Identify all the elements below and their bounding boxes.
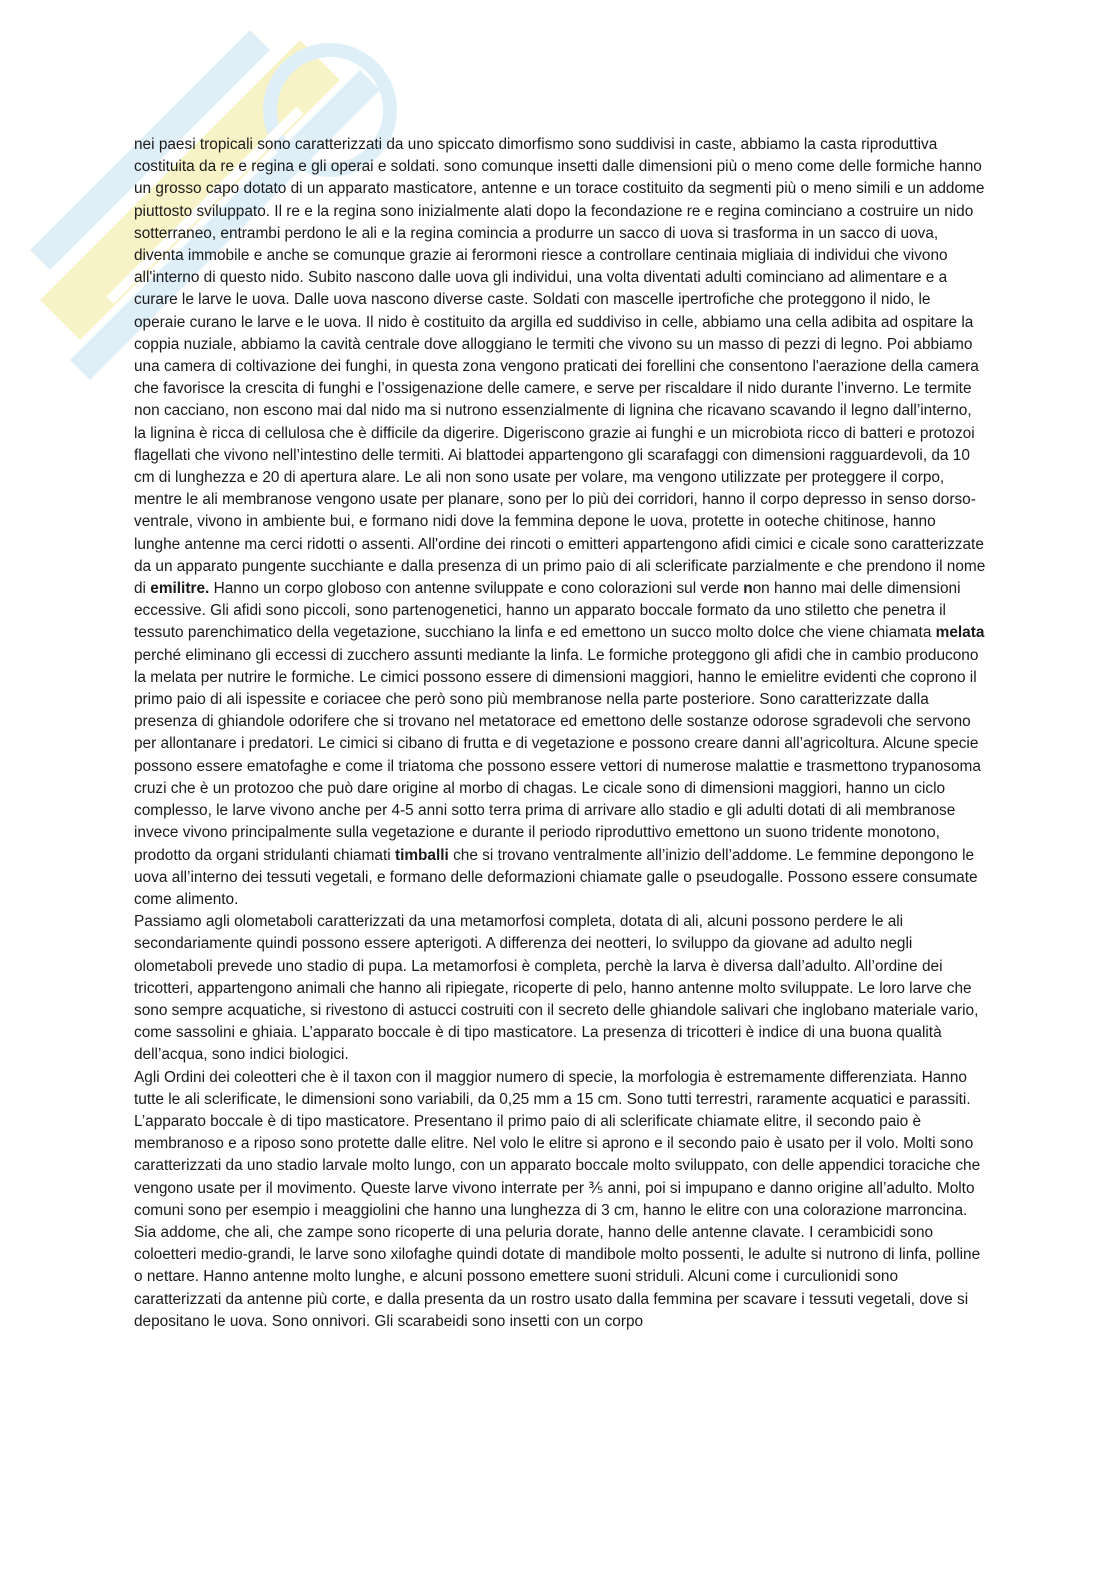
text-run: che si trovano ventralmente all’inizio dell’addome. Le femmine depongono le uova all’interno dei tessuti vegetali, e formano delle deformazioni chiamate galle o pseudogalle. Possono essere consumate come alimento. — [134, 846, 978, 908]
text-run: perché eliminano gli eccessi di zucchero assunti mediante la linfa. Le formiche proteggono gli afidi che in cambio producono la melata per nutrire le formiche. Le cimici possono essere di dimensioni maggiori, hanno le emielitre evidenti che coprono il primo paio di ali ispessite e coriacee che però sono più membranose nella parte posteriore. Sono caratterizzate dalla presenza di ghiandole odorifere che si trovano nel metatorace ed emettono delle sostanze odorose sgradevoli che servono per allontanare i predatori. Le cimici si cibano di frutta e di vegetazione e possono creare danni all’agricoltura. Alcune specie possono essere ematofaghe e come il triatoma che possono essere vettori di numerose malattie e trasmettono trypanosoma cruzi che è un protozoo che può dare origine al morbo di chagas. Le cicale sono di dimensioni maggiori, hanno un ciclo complesso, le larve vivono anche per 4-5 anni sotto terra prima di arrivare allo stadio e gli adulti dotati di ali membranose invece vivono principalmente sulla vegetazione e durante il periodo riproduttivo emettono un suono tridente monotono, prodotto da organi stridulanti chiamati — [134, 646, 981, 864]
text-run: nei paesi tropicali sono caratterizzati da uno spiccato dimorfismo sono suddivisi in caste, abbiamo la casta riproduttiva costituita da re e regina e gli operai e soldati. sono comunque insetti dalle dimensioni più o meno come delle formiche hanno un grosso capo dotato di un apparato masticatore, antenne e un torace costituito da segmenti più o meno simili e un addome piuttosto sviluppato. Il re e la regina sono inizialmente alati dopo la fecondazione re e regina cominciano a costruire un nido sotterraneo, entrambi perdono le ali e la regina comincia a produrre un sacco di uova si trasforma in un sacco di uova, diventa immobile e anche se comunque grazie ai ferormoni riesce a controllare centinaia migliaia di individui che vivono all'interno di questo nido. Subito nascono dalle uova gli individui, una volta diventati adulti cominciano ad alimentare e a curare le larve le uova. Dalle uova nascono diverse caste. Soldati con mascelle ipertrofiche che proteggono il nido, le operaie curano le larve e le uova. Il nido è costituito da argilla ed suddiviso in celle, abbiamo una cella adibita ad ospitare la coppia nuziale, abbiamo la cavità centrale dove alloggiano le termiti che vivono su un masso di pezzi di legno. Poi abbiamo una camera di coltivazione dei funghi, in questa zona vengono praticati dei forellini che consentono l'aerazione della camera che favorisce la crescita di funghi e l’ossigenazione delle camere, e serve per riscaldare il nido durante l’inverno. Le termite non cacciano, non escono mai dal nido ma si nutrono essenzialmente di lignina che ricavano scavando il legno dall’interno, la lignina è ricca di cellulosa che è difficile da digerire. Digeriscono grazie ai funghi e un microbiota ricco di batteri e protozoi flagellati che vivono nell’intestino delle termiti. Ai blattodei appartengono gli scarafaggi con dimensioni ragguardevoli, da 10 cm di lunghezza e 20 di apertura alare. Le ali non sono usate per volare, ma vengono utilizzate per proteggere il corpo, mentre le ali membranose vengono usate per planare, sono per lo più dei corridori, hanno il corpo depresso in senso dorso-ventrale, vivono in ambiente bui, e formano nidi dove la femmina depone le uova, protette in ooteche chitinose, hanno lunghe antenne ma cerci ridotti o assenti. All'ordine dei rincoti o emitteri appartengono afidi cimici e cicale sono caratterizzate da un apparato pungente succhiante e dalla presenza di un primo paio di ali sclerificate parzialmente e che prendono il nome di — [134, 136, 986, 598]
bold-term: timballi — [394, 846, 449, 864]
bold-term: n — [743, 580, 753, 598]
paragraph-2 — [134, 911, 986, 1066]
text-run: on hanno mai delle dimensioni eccessive. Gli afidi sono piccoli, sono partenogenetici, hanno un apparato boccale formato da uno stiletto che penetra il tessuto parenchimatico della vegetazione, succhiano la linfa e ed emettono un succo molto dolce che viene chiamata — [134, 580, 961, 642]
bold-term: melata — [935, 624, 985, 642]
text-run: Agli Ordini dei coleotteri che è il taxon con il maggior numero di specie, la morfologia è estremamente differenziata. Hanno tutte le ali sclerificate, le dimensioni sono variabili, da 0,25 mm a 15 cm. Sono tutti terrestri, raramente acquatici e parassiti. L’apparato boccale è di tipo masticatore. Presentano il primo paio di ali sclerificate chiamate elitre, il secondo paio è membranoso e a riposo sono protette dalle elitre. Nel volo le elitre si aprono e il secondo paio è usato per il volo. Molti sono caratterizzati da uno stadio larvale molto lungo, con un apparato boccale molto sviluppato, con delle appendici toraciche che vengono usate per il movimento. Queste larve vivono interrate per ⅗ anni, poi si impupano e danno origine all’adulto. Molto comuni sono per esempio i meaggiolini che hanno una lunghezza di 3 cm, hanno le elitre con una colorazione marroncina. Sia addome, che ali, che zampe sono ricoperte di una peluria dorate, hanno delle antenne clavate. I cerambicidi sono coloetteri medio-grandi, le larve sono xilofaghe quindi dotate di mandibole molto possenti, le adulte si nutrono di linfa, polline o nettare. Hanno antenne molto lunghe, e alcuni possono emettere suoni striduli. Alcuni come i curculionidi sono caratterizzati da antenne più corte, e dalla presenta da un rostro usato dalla femmina per scavare i tessuti vegetali, dove si depositano le uova. Sono onnivori. Gli scarabeidi sono insetti con un corpo — [134, 1068, 981, 1330]
bold-term: emilitre. — [150, 580, 210, 598]
text-run: Hanno un corpo globoso con antenne sviluppate e cono colorazioni sul verde — [209, 580, 744, 598]
paragraph-3 — [134, 1067, 986, 1333]
document-body — [134, 134, 986, 1333]
text-run: Passiamo agli olometaboli caratterizzati da una metamorfosi completa, dotata di ali, alcuni possono perdere le ali secondariamente quindi possono essere apterigoti. A differenza dei neotteri, lo sviluppo da giovane ad adulto negli olometaboli prevede uno stadio di pupa. La metamorfosi è completa, perchè la larva è diversa dall’adulto. All’ordine dei tricotteri, appartengono animali che hanno ali ripiegate, ricoperte di pelo, hanno antenne molto sviluppate. Le loro larve che sono sempre acquatiche, si rivestono di astucci costruiti con il secreto delle ghiandole salivari che inglobano materiale vario, come sassolini e ghiaia. L’apparato boccale è di tipo masticatore. La presenza di tricotteri è indice di una buona qualità dell’acqua, sono indici biologici. — [134, 913, 979, 1064]
paragraph-1 — [134, 134, 986, 911]
